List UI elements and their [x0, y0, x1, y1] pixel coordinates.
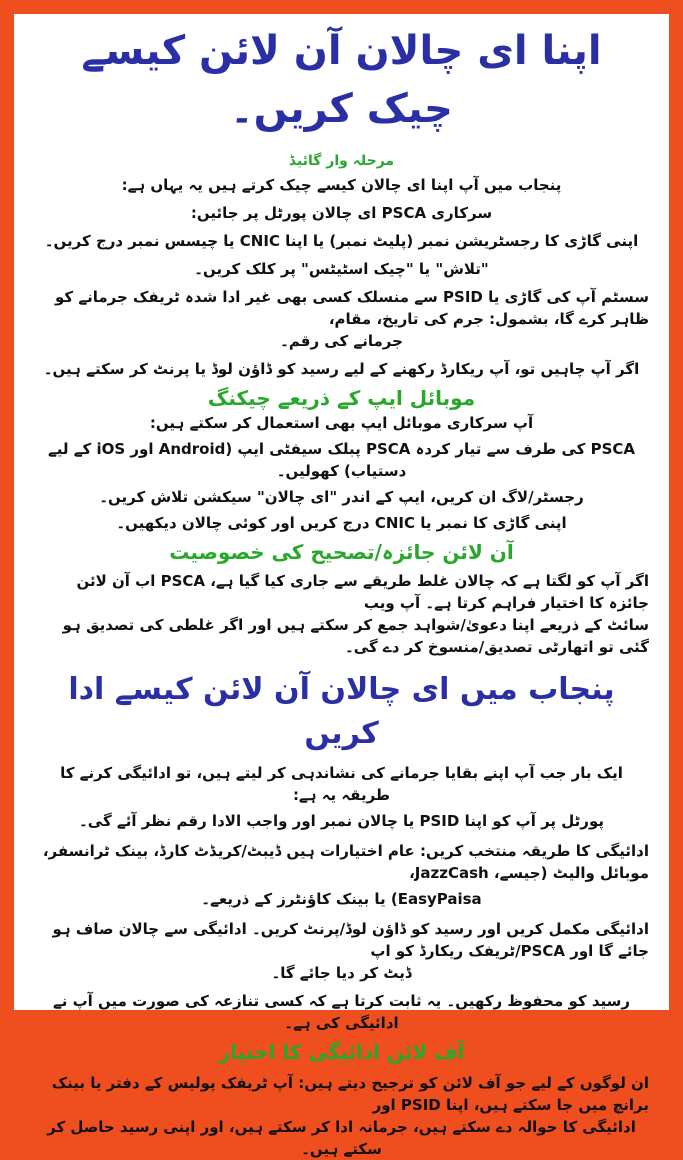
guide-heading: مرحلہ وار گائیڈ [288, 153, 395, 169]
mobile-app-step: رجسٹر/لاگ ان کریں، ایپ کے اندر "ای چالان" سیکشن تلاش کریں۔ [99, 488, 584, 506]
guide-step: اگر آپ چاہیں تو، آپ ریکارڈ رکھنے کے لیے رسید کو ڈاؤن لوڈ یا پرنٹ کر سکتے ہیں۔ [43, 360, 640, 378]
online-review-heading: آن لائن جائزہ/تصحیح کی خصوصیت [169, 540, 514, 564]
mobile-app-step: اپنی گاڑی کا نمبر یا CNIC درج کریں اور کوئی چالان دیکھیں۔ [116, 514, 567, 532]
offline-heading: آف لائن ادائیگی کا اختیار [218, 1040, 465, 1064]
payment-heading: پنجاب میں ای چالان آن لائن کیسے ادا کریں [68, 672, 615, 751]
guide-step: سرکاری PSCA ای چالان پورٹل پر جائیں: [190, 204, 493, 222]
article-page [14, 14, 669, 1158]
mobile-app-step: PSCA کی طرف سے تیار کردہ PSCA پبلک سیفٹی ایپ (Android اور iOS کے لیے دستیاب) کھولیں۔ [47, 440, 636, 480]
payment-step: EasyPaisa) یا بینک کاؤنٹرز کے ذریعے۔ [201, 890, 482, 908]
payment-step: ادائیگی کا طریقہ منتخب کریں: عام اختیارات ہیں ڈیبٹ/کریڈٹ کارڈ، بینک ٹرانسفر، موبائل والیٹ (جیسے، JazzCash، [42, 842, 649, 882]
guide-step: "تلاش" یا "چیک اسٹیٹس" پر کلک کریں۔ [194, 260, 489, 278]
offline-line: ادائیگی کا حوالہ دے سکتے ہیں، جرمانہ ادا کر سکتے ہیں، اور اپنی رسید حاصل کر سکتے ہیں۔ [47, 1118, 636, 1158]
guide-step: اپنی گاڑی کا رجسٹریشن نمبر (پلیٹ نمبر) یا اپنا CNIC یا چیسس نمبر درج کریں۔ [44, 232, 639, 250]
guide-intro: پنجاب میں آپ اپنا ای چالان کیسے چیک کرتے ہیں یہ یہاں ہے: [121, 176, 562, 194]
online-review-line: سائٹ کے ذریعے اپنا دعویٰ/شواہد جمع کر سکتے ہیں اور اگر غلطی کی تصدیق ہو گئی تو اتھارٹی تصدیق/منسوخ کر دے گی۔ [62, 616, 649, 656]
online-review-line: اگر آپ کو لگتا ہے کہ چالان غلط طریقے سے جاری کیا گیا ہے، PSCA اب آن لائن جائزہ کا اختیار فراہم کرتا ہے۔ آپ ویب [76, 572, 649, 612]
payment-step: ادائیگی مکمل کریں اور رسید کو ڈاؤن لوڈ/پرنٹ کریں۔ ادائیگی سے چالان صاف ہو جائے گا اور PSCA/ٹریفک ریکارڈ کو اپ [52, 920, 649, 960]
guide-step: جرمانے کی رقم۔ [280, 332, 403, 350]
mobile-app-heading: موبائل ایپ کے ذریعے چیکنگ [207, 386, 476, 410]
payment-step: ڈیٹ کر دیا جائے گا۔ [271, 964, 412, 982]
payment-intro: ایک بار جب آپ اپنے بقایا جرمانے کی نشاندہی کر لیتے ہیں، تو ادائیگی کرنے کا طریقہ یہ ہے: [60, 764, 623, 804]
payment-step: پورٹل پر آپ کو اپنا PSID یا چالان نمبر اور واجب الادا رقم نظر آئے گی۔ [79, 812, 604, 830]
offline-line: ان لوگوں کے لیے جو آف لائن کو ترجیح دیتے ہیں: آپ ٹریفک پولیس کے دفتر یا بینک برانچ میں جا سکتے ہیں، اپنا PSID اور [51, 1074, 649, 1114]
mobile-app-intro: آپ سرکاری موبائل ایپ بھی استعمال کر سکتے ہیں: [149, 414, 534, 432]
page-title: اپنا ای چالان آن لائن کیسے چیک کریں۔ [81, 28, 602, 132]
payment-step: رسید کو محفوظ رکھیں۔ یہ ثابت کرتا ہے کہ کسی تنازعہ کی صورت میں آپ نے ادائیگی کی ہے۔ [52, 992, 631, 1032]
guide-step: سسٹم آپ کی گاڑی یا PSID سے منسلک کسی بھی غیر ادا شدہ ٹریفک جرمانے کو ظاہر کرے گا، بشمول: جرم کی تاریخ، مقام، [54, 288, 649, 328]
